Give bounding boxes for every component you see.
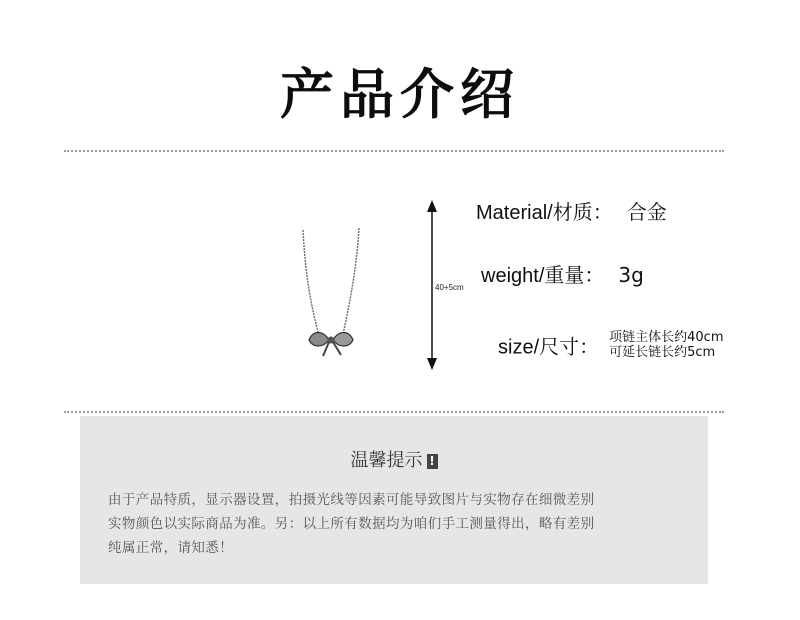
bottom-divider [64, 411, 724, 413]
material-value: 合金 [626, 200, 667, 224]
dimension-label: 40+5cm [435, 283, 464, 292]
spec-size [498, 330, 723, 360]
spec-weight [481, 259, 644, 288]
necklace-image [285, 218, 375, 368]
weight-value: 3g [618, 263, 644, 287]
size-value-line1: 项链主体长约40cm [609, 330, 724, 345]
notice-line: 由于产品特质，显示器设置，拍摄光线等因素可能导致图片与实物存在细微差别 [108, 492, 595, 508]
size-label: size/尺寸： [498, 336, 600, 359]
material-label: Material/材质： [476, 202, 613, 224]
spec-material [476, 196, 667, 225]
page-title: 产品介绍 [280, 63, 520, 126]
exclamation-icon: ! [427, 454, 438, 469]
notice-body [108, 488, 682, 560]
notice-title-text: 温馨提示 [350, 450, 423, 471]
notice-box [80, 416, 708, 584]
size-value [609, 330, 723, 360]
size-value-line2: 可延长链长约5cm [609, 345, 716, 360]
notice-line: 纯属正常，请知悉！ [108, 540, 234, 556]
notice-title [80, 446, 708, 472]
notice-line: 实物颜色以实际商品为准。另：以上所有数据均为咱们手工测量得出，略有差别 [108, 516, 595, 532]
weight-label: weight/重量： [481, 265, 605, 287]
top-divider [64, 150, 724, 152]
